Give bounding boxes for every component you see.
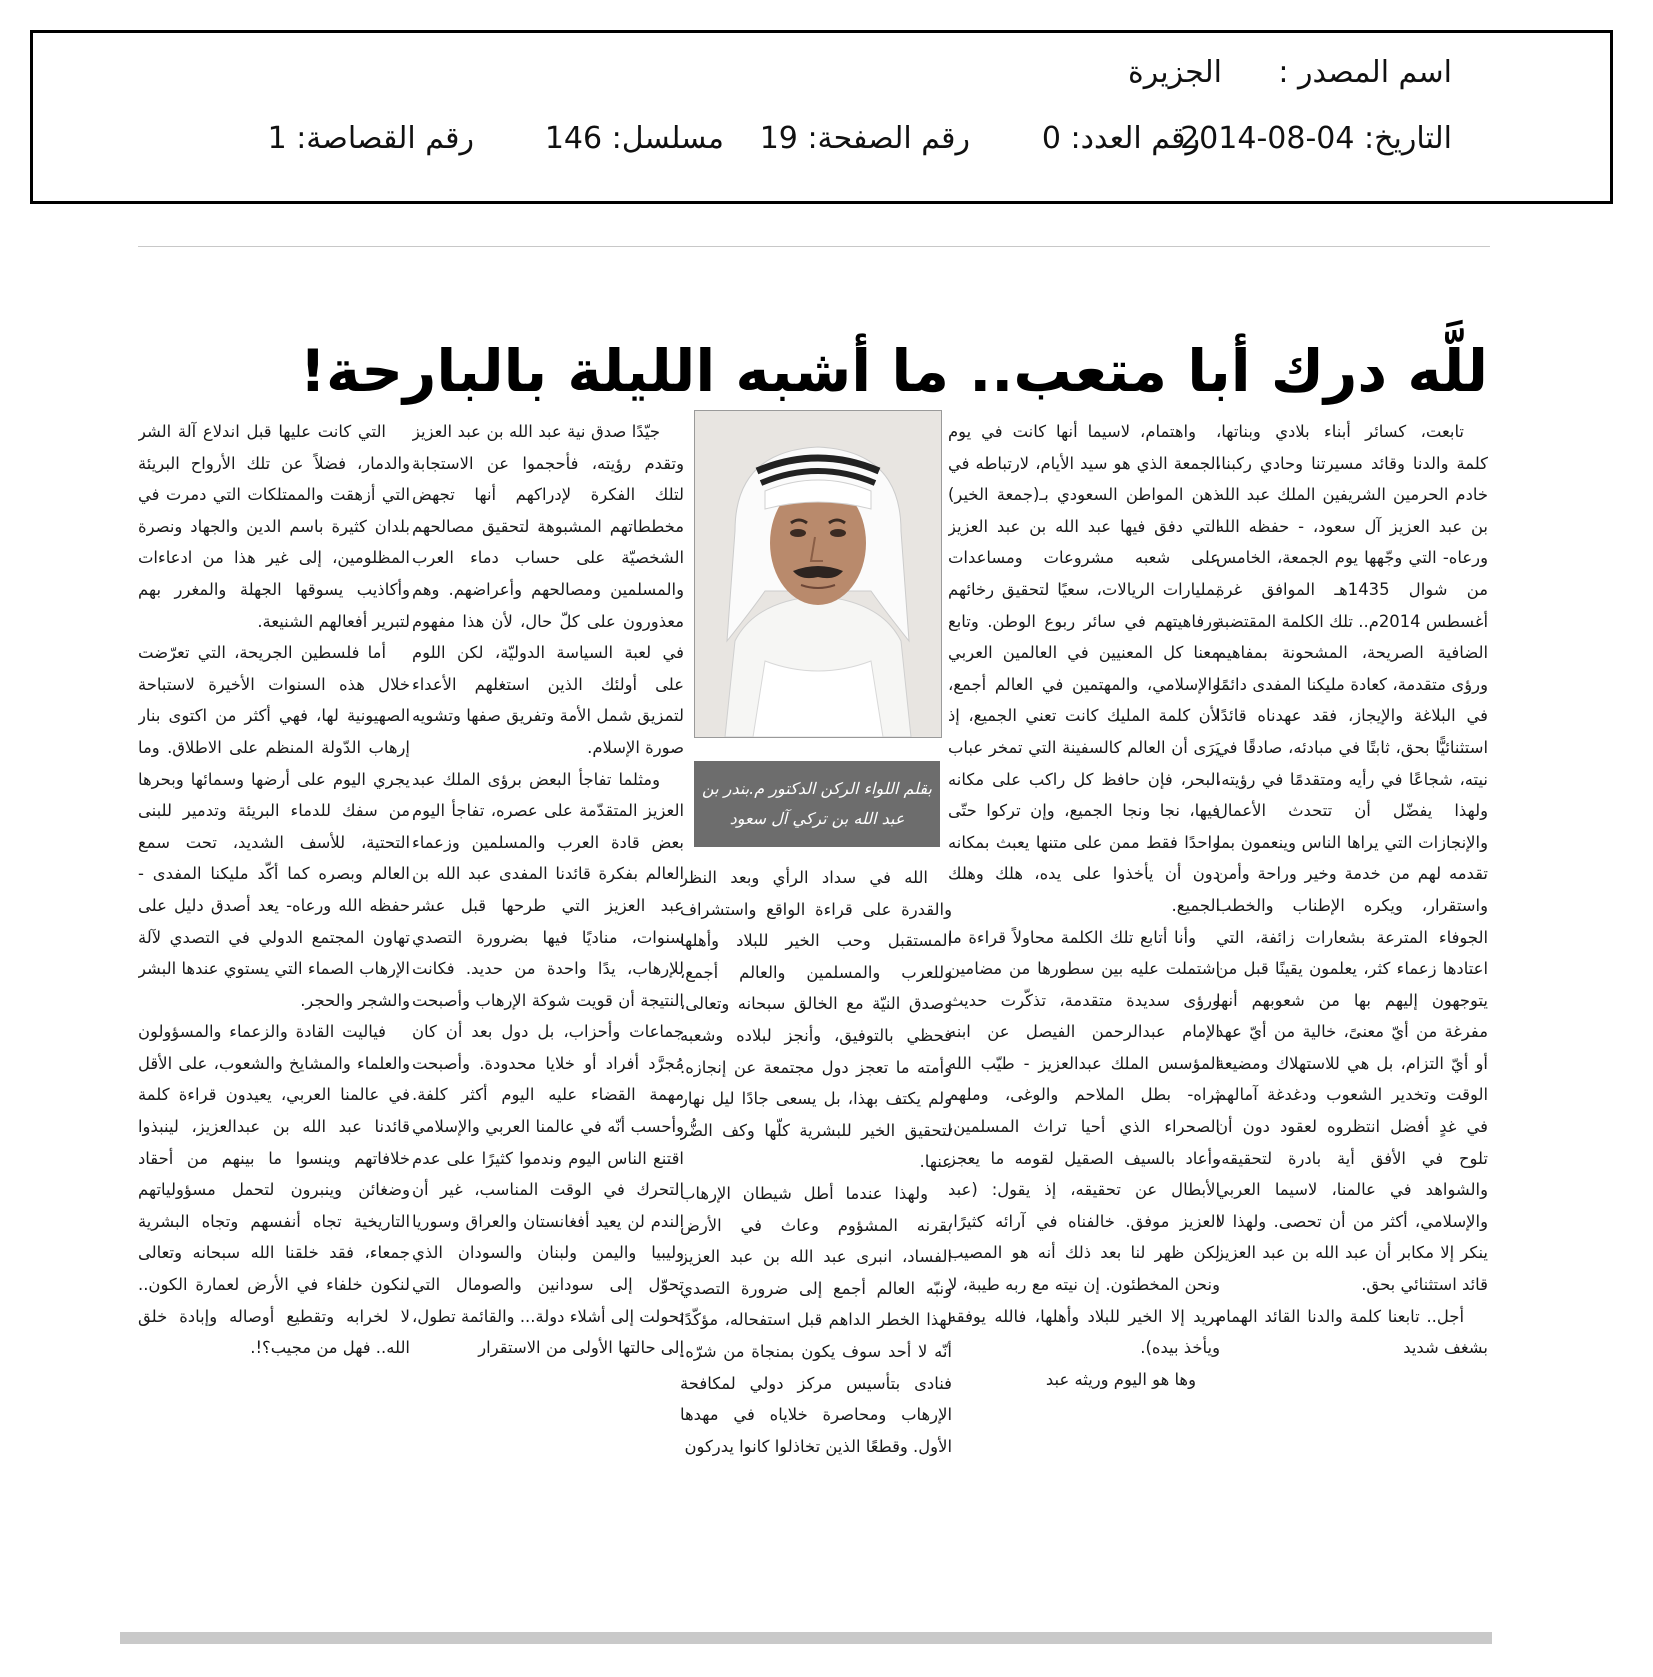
article-column-4 bbox=[412, 416, 684, 1596]
paragraph: جيّدًا صدق نية عبد الله بن عبد العزيز وتقدم رؤيته، فأحجموا عن الاستجابة لتلك الفكرة لإدراكهم أنها تجهض مخططاتهم المشبوهة لتحقيق مصالحهم الشخصيّة على حساب دماء العرب والمسلمين ومصالحهم وأعراضهم. وهم معذورون على كلّ حال، لأن هذا مفهوم في لعبة السياسة الدوليّة، لكن اللوم على أولئك الذين استغلهم الأعداء لتمزيق شمل الأمة وتفريق صفها وتشويه صورة الإسلام. bbox=[412, 422, 684, 757]
serial-number: مسلسل: 146 bbox=[544, 121, 724, 156]
author-portrait-icon bbox=[695, 411, 941, 737]
bottom-divider bbox=[120, 1632, 1492, 1644]
article-column-2 bbox=[948, 416, 1220, 1596]
article-headline: للَّه درك أبا متعب.. ما أشبه الليلة بالبارحة! bbox=[299, 336, 1488, 405]
paragraph: أما فلسطين الجريحة، التي تعرّضت خلال هذه السنوات الأخيرة لاستباحة الصهيونية لها، فهي أكثر من اكتوى بنار إرهاب الدّولة المنظم على الاطلاق. وما يجري اليوم على أرضها وسمائها وبحرها من سفك للدماء البريئة وتدمير للبنى التحتية، للأسف الشديد، تحت سمع العالم وبصره كما أكّد مليكنا المفدى - حفظه الله ورعاه- يعد أصدق دليل على تهاون المجتمع الدولي في التصدي لآلة الإرهاب الصماء التي يستوي عندها البشر والشجر والحجر. bbox=[138, 643, 410, 1010]
paragraph: الله في سداد الرأي وبعد النظر والقدرة على قراءة الواقع واستشراف المستقبل وحب الخير للبلاد وأهلها وللعرب والمسلمين والعالم أجمع، وصدق النيّة مع الخالق سبحانه وتعالى، فحظي بالتوفيق، وأنجز لبلاده وشعبه وأمته ما تعجز دول مجتمعة عن إنجازه. ولم يكتف بهذا، بل يسعى جادًا ليل نهار لتحقيق الخير للبشرية كلّها وكف الضُّر عنها. bbox=[680, 868, 952, 1172]
paragraph: تابعت، كسائر أبناء بلادي وبناتها، كلمة والدنا وقائد مسيرتنا وحادي ركبنا، خادم الحرمين الشريفين الملك عبد الله بن عبد العزيز آل سعود، - حفظه الله ورعاه- التي وجّهها يوم الجمعة، الخامس من شوال 1435هـ الموافق غرة أغسطس 2014م.. تلك الكلمة المقتضبة الضافية الصريحة، المشحونة بمفاهيم ورؤى متقدمة، كعادة مليكنا المفدى دائمًا في البلاغة والإيجاز، فقد عهدناه قائدًا استثنائيًّا بحق، ثابتًا في مبادئه، صادقًا في نيته، شجاعًا في رأيه ومتقدمًا في رؤيته، ولهذا يفضّل أن تتحدث الأعمال والإنجازات التي يراها الناس وينعمون بما تقدمه لهم من خدمة وخير وراحة وأمن واستقرار، ويكره الإطناب والخطب الجوفاء المترعة بشعارات زائفة، التي اعتادها زعماء كثر، يعلمون يقينًا قبل من يتوجهون إليهم بها من شعوبهم أنها مفرغة من أيّ معنىً، خالية من أيّ عهد أو أيّ التزام، بل هي للاستهلاك ومضيعة الوقت وتخدير الشعوب ودغدغة آمالهم في غدٍ أفضل انتظروه لعقود دون أن تلوح في الأفق أية بادرة لتحقيقه، والشواهد في عالمنا، لاسيما العربي والإسلامي، أكثر من أن تحصى. ولهذا لا ينكر إلا مكابر أن عبد الله بن عبد العزيز قائد استثنائي بحق. bbox=[1216, 422, 1488, 1295]
date-field: التاريخ: 04-08-2014 bbox=[1180, 121, 1452, 156]
author-byline: بقلم اللواء الركن الدكتور م.بندر بن عبد الله بن تركي آل سعود bbox=[694, 761, 940, 847]
paragraph: التي كانت عليها قبل اندلاع آلة الشر والدمار، فضلاً عن تلك الأرواح البريئة التي أزهقت والممتلكات التي دمرت في بلدان كثيرة باسم الدين والجهاد ونصرة المظلومين، إلى غير هذا من ادعاءات وأكاذيب يسوقها الجهلة والمغرر بهم لتبرير أفعالهم الشنيعة. bbox=[138, 422, 410, 631]
paragraph: واهتمام، لاسيما أنها كانت في يوم الجمعة الذي هو سيد الأيام، لارتباطه في ذهن المواطن السعودي بـ(جمعة الخير) التي دفق فيها عبد الله بن عبد العزيز على شعبه مشروعات ومساعدات بمليارات الريالات، سعيًا لتحقيق رخائهم ورفاهيتهم في سائر ربوع الوطن. وتابع معنا كل المعنيين في العالمين العربي والإسلامي، والمهتمين في العالم أجمع، لأن كلمة المليك كانت تعني الجميع، إذ يَرَى أن العالم كالسفينة التي تمخر عباب البحر، فإن حافظ كل راكب على مكانه فيها، نجا ونجا الجميع، وإن تركوا حتّى واحدًا فقط ممن على متنها يعبث بمكانه دون أن يأخذوا على يده، هلك وهلك الجميع. bbox=[948, 422, 1220, 915]
page-number: رقم الصفحة: 19 bbox=[759, 121, 970, 156]
paragraph: ومثلما تفاجأ البعض برؤى الملك عبد العزيز المتقدّمة على عصره، تفاجأ اليوم بعض قادة العرب والمسلمين وزعماء العالم بفكرة قائدنا المفدى عبد الله بن عبد العزيز التي طرحها قبل عشر سنوات، مناديًا فيها بضرورة التصدي للإرهاب، يدًا واحدة من حديد. فكانت النتيجة أن قويت شوكة الإرهاب وأصبحت جماعات وأحزاب، بل دول بعد أن كان مُجرَّد أفراد أو خلايا محدودة. وأصبحت مهمة القضاء عليه اليوم أكثر كلفة. وأحسب أنّه في عالمنا العربي والإسلامي اقتنع الناس اليوم وندموا كثيرًا على عدم التحرك في الوقت المناسب، غير أن الندم لن يعيد أفغانستان والعراق وسوريا وليبيا واليمن ولبنان والسودان الذي تحوّل إلى سودانين والصومال التي تحولت إلى أشلاء دولة... والقائمة تطول، إلى حالتها الأولى من الاستقرار bbox=[412, 769, 684, 1358]
article-column-5 bbox=[138, 416, 410, 1596]
issue-number: رقم العدد: 0 bbox=[1041, 121, 1200, 156]
source-label: اسم المصدر : bbox=[1278, 55, 1452, 90]
paragraph: أجل.. تابعنا كلمة والدنا القائد الهمام بشغف شديد bbox=[1216, 1306, 1488, 1358]
author-photo bbox=[694, 410, 942, 738]
clip-number: رقم القصاصة: 1 bbox=[267, 121, 474, 156]
article-column-3 bbox=[680, 862, 952, 1598]
paragraph: وها هو اليوم وريثه عبد bbox=[1045, 1369, 1196, 1389]
source-value: الجزيرة bbox=[1127, 55, 1222, 90]
paragraph: فياليت القادة والزعماء والمسؤولون والعلماء والمشايخ والشعوب، على الأقل في عالمنا العربي، يعيدون قراءة كلمة قائدنا عبد الله بن عبدالعزيز، لينبذوا خلافاتهم وينسوا ما بينهم من أحقاد وضغائن وينبرون لتحمل مسؤولياتهم التاريخية تجاه أنفسهم وتجاه البشرية جمعاء، فقد خلقنا الله سبحانه وتعالى لنكون خلفاء في الأرض لعمارة الكون.. لا لخرابه وتقطيع أوصاله وإبادة خلق الله.. فهل من مجيب؟!. bbox=[138, 1022, 410, 1358]
clipping-header bbox=[30, 30, 1613, 204]
article-column-1 bbox=[1216, 416, 1488, 1596]
top-divider bbox=[138, 246, 1490, 247]
paragraph: ولهذا عندما أطل شيطان الإرهاب بقرنه المشؤوم وعاث في الأرض الفساد، انبرى عبد الله بن عبد العزيز ونبّه العالم أجمع إلى ضرورة التصدي لهذا الخطر الداهم قبل استفحاله، مؤكّدًا أنّه لا أحد سوف يكون بمنجاة من شرّه. فنادى بتأسيس مركز دولي لمكافحة الإرهاب ومحاصرة خلاياه في مهدها الأول. وقطعًا الذين تخاذلوا كانوا يدركون bbox=[680, 1183, 952, 1456]
paragraph: وأنا أتابع تلك الكلمة محاولاً قراءة ما اشتملت عليه بين سطورها من مضامين ورؤى سديدة متقدمة، تذكّرت حديث الإمام عبدالرحمن الفيصل عن ابنه المؤسس الملك عبدالعزيز - طيّب الله ثراه- بطل الملاحم والوغى، وملهم الصحراء الذي أحيا تراث المسلمين، وأعاد بالسيف الصقيل لقومه ما يعجز الأبطال عن تحقيقه، إذ يقول: (عبد العزيز موفق. خالفناه في آرائه كثيرًا، لكن ظهر لنا بعد ذلك أنه هو المصيب ونحن المخطئون. إن نيته مع ربه طيبة، لا يريد إلا الخير للبلاد وأهلها، فالله يوفقه ويأخذ بيده). bbox=[948, 927, 1220, 1358]
